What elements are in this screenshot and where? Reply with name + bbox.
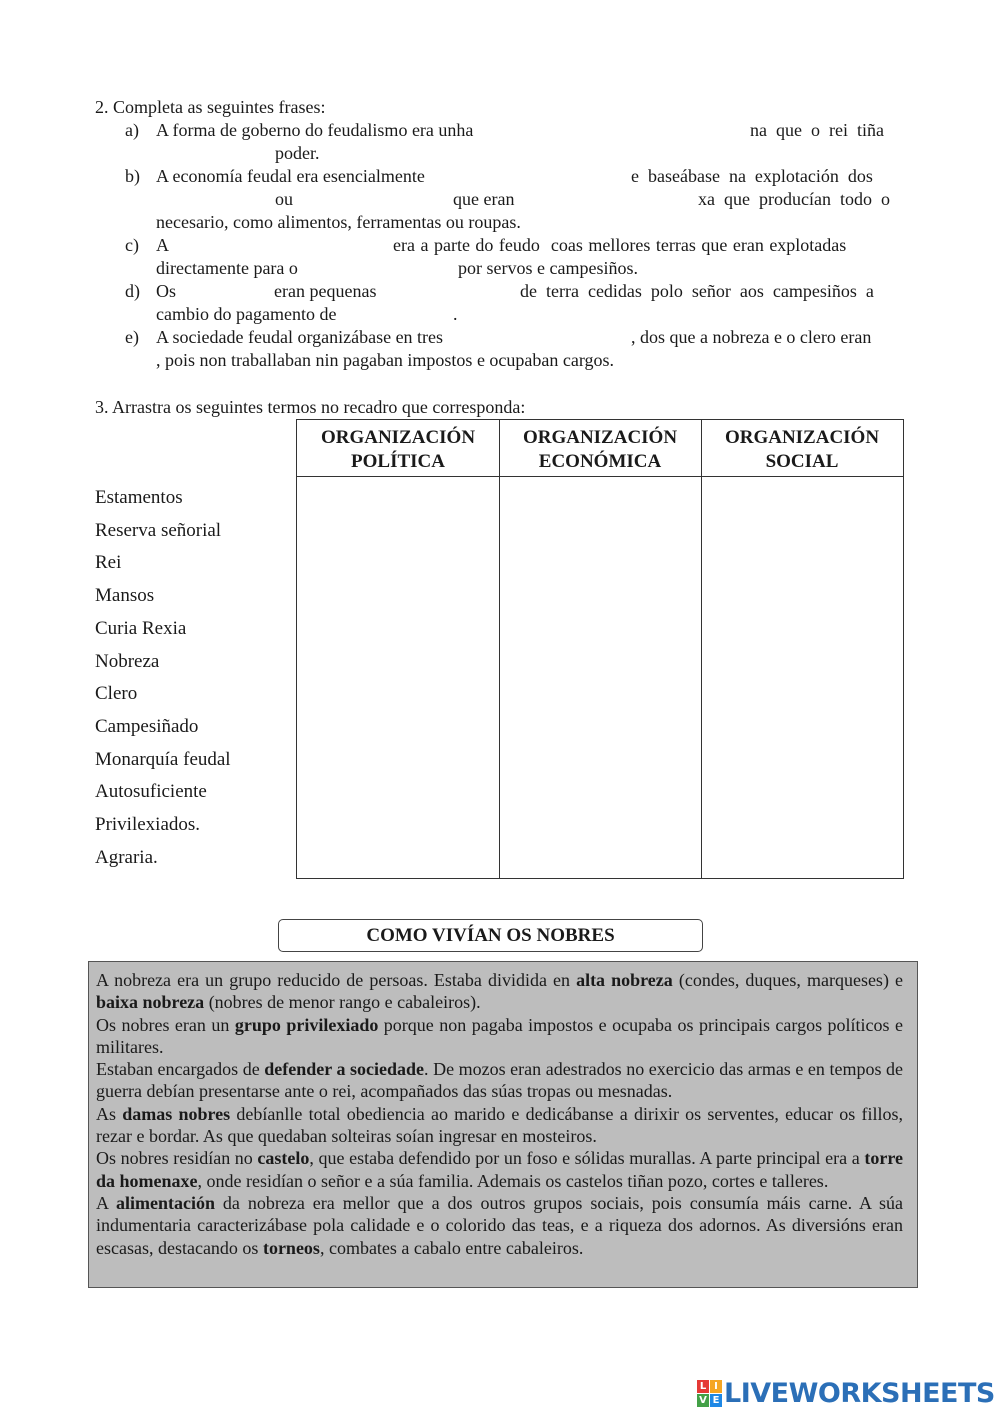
column-header-line: ORGANIZACIÓN <box>320 427 476 448</box>
liveworksheets-logo[interactable] <box>697 1375 995 1411</box>
blank-b-1[interactable] <box>466 165 626 188</box>
item-d-marker: d) <box>125 281 140 301</box>
item-d-text-1: Os <box>156 281 177 301</box>
item-e-text-2: , dos que a nobreza e o clero eran <box>631 327 872 347</box>
item-b-text-3: ou <box>275 189 293 209</box>
text: , onde residían o señor e a súa familia. Ademais os castelos tiñan pozo, cortes e talleres. <box>197 1170 829 1191</box>
blank-d-1[interactable] <box>182 280 270 303</box>
blank-b-4[interactable] <box>528 188 693 211</box>
text: (nobres de menor rango e cabaleiros). <box>204 992 481 1013</box>
blank-e-1[interactable] <box>482 326 627 349</box>
text: (condes, duques, marqueses) e <box>672 970 903 990</box>
item-c-text-4: por servos e campesiños. <box>458 258 638 278</box>
text: da nobreza era mellor que a dos outros grupos sociais, pois consumía máis carne. A súa indumentaria caracterizábase pola calidade e o colorido das teas, e a riqueza dos adornos. As diversións eran escasas, destacando os <box>96 1192 903 1258</box>
item-b-text-1: A economía feudal era esencialmente <box>156 166 425 186</box>
blank-c-2[interactable] <box>320 257 453 280</box>
logo-mark-icon <box>697 1380 721 1406</box>
item-a-text-1: A forma de goberno do feudalismo era unha <box>156 120 474 140</box>
column-header-line: SOCIAL <box>765 451 839 472</box>
item-a-text-2: na que o rei tiña <box>750 120 884 140</box>
text: As <box>96 1103 123 1124</box>
text: debíanlle total obediencia ao marido e dedicábanse a dirixir os serventes, educar os fillos, rezar e bordar. As que quedaban solteiras soían ingresar en mosteiros. <box>96 1103 903 1147</box>
reading-paragraph <box>96 969 903 1014</box>
drag-term[interactable]: Estamentos <box>95 487 183 508</box>
item-c-text-3: directamente para o <box>156 258 298 278</box>
logo-mark-letter: L <box>697 1380 709 1393</box>
item-b-marker: b) <box>125 166 140 186</box>
text: Estaban encargados de <box>96 1059 265 1080</box>
column-header-line: ORGANIZACIÓN <box>522 427 678 448</box>
blank-d-3[interactable] <box>362 303 450 326</box>
text: porque non pagaba impostos e ocupaba os principais cargos políticos e militares. <box>96 1014 904 1057</box>
logo-mark-letter: V <box>697 1394 709 1407</box>
bold-term: grupo privilexiado <box>234 1014 379 1035</box>
drag-term[interactable]: Mansos <box>95 585 155 606</box>
logo-text: LIVEWORKSHEETS <box>724 1377 995 1409</box>
text: , que estaba defendido por un foso e sólidas murallas. A parte principal era a <box>309 1148 865 1169</box>
reading-paragraph <box>96 1014 903 1059</box>
drag-term[interactable]: Monarquía feudal <box>95 749 231 770</box>
item-a-marker: a) <box>125 120 139 140</box>
bold-term: torneos <box>262 1237 320 1258</box>
column-header-line: ECONÓMICA <box>538 451 662 472</box>
item-a-text-3: poder. <box>275 143 320 163</box>
blank-d-2[interactable] <box>393 280 515 303</box>
exercise-2-heading: 2. Completa as seguintes frases: <box>95 97 326 117</box>
item-e-text-1: A sociedade feudal organizábase en tres <box>156 327 444 347</box>
item-c-marker: c) <box>125 235 139 255</box>
item-e-text-3: , pois non traballaban nin pagaban impostos e ocupaban cargos. <box>156 350 615 370</box>
drop-zone-politica[interactable] <box>297 477 499 878</box>
classification-table <box>296 419 904 879</box>
text: Os nobres residían no <box>96 1148 258 1169</box>
item-c-text-2: era a parte do feudo coas mellores terras que eran explotadas <box>393 235 847 255</box>
blank-a-2[interactable] <box>156 142 271 165</box>
item-b-text-4: que eran <box>453 189 515 209</box>
text: A <box>96 1192 116 1213</box>
column-header-politica <box>297 420 499 477</box>
bold-term: alta nobreza <box>576 970 673 990</box>
column-header-line: ORGANIZACIÓN <box>724 427 880 448</box>
bold-term: defender a sociedade <box>264 1059 425 1080</box>
item-b-text-2: e baseábase na explotación dos <box>631 166 873 186</box>
drag-term[interactable]: Privilexiados. <box>95 814 201 835</box>
item-d-text-4: cambio do pagamento de <box>156 304 337 324</box>
item-d-text-2: eran pequenas <box>274 281 377 301</box>
drag-term[interactable]: Clero <box>95 683 138 704</box>
bold-term: castelo <box>257 1148 310 1169</box>
reading-paragraph <box>96 1147 903 1192</box>
drag-term[interactable]: Autosuficiente <box>95 781 207 802</box>
column-header-economica <box>499 420 701 477</box>
blank-a-1[interactable] <box>515 119 745 142</box>
text: Os nobres eran un <box>96 1014 235 1035</box>
item-d-text-3: de terra cedidas polo señor aos campesiños a <box>520 281 874 301</box>
blank-b-2[interactable] <box>156 188 271 211</box>
bold-term: baixa nobreza <box>96 992 205 1013</box>
logo-mark-letter: I <box>710 1380 722 1393</box>
logo-mark-letter: E <box>710 1394 722 1407</box>
blank-c-1[interactable] <box>175 234 388 257</box>
drop-zone-economica[interactable] <box>500 477 701 878</box>
reading-paragraph <box>96 1058 903 1103</box>
reading-paragraph <box>96 1103 903 1148</box>
item-c-text-1: A <box>156 235 169 255</box>
item-d-text-5: . <box>453 304 458 324</box>
reading-paragraph <box>96 1192 903 1259</box>
drag-term[interactable]: Reserva señorial <box>95 520 222 541</box>
bold-term: torre da homenaxe <box>96 1148 903 1191</box>
item-b-text-5: xa que producían todo o <box>698 189 890 209</box>
item-b-text-6: necesario, como alimentos, ferramentas ou roupas. <box>156 212 521 232</box>
drop-zone-social[interactable] <box>702 477 903 878</box>
blank-b-3[interactable] <box>300 188 448 211</box>
item-e-marker: e) <box>125 327 139 347</box>
drag-term[interactable]: Agraria. <box>95 847 158 868</box>
drag-term[interactable]: Rei <box>95 552 122 573</box>
reading-text-box <box>88 961 918 1288</box>
column-header-social <box>701 420 903 477</box>
exercise-3-heading: 3. Arrastra os seguintes termos no recadro que corresponda: <box>95 397 526 417</box>
column-header-line: POLÍTICA <box>351 451 445 472</box>
bold-term: alimentación <box>115 1192 215 1213</box>
bold-term: damas nobres <box>122 1103 231 1124</box>
text: . De mozos eran adestrados no exercicio das armas e en tempos de guerra debían presentarse ante o rei, acompañados das súas tropas ou mesnadas. <box>96 1059 903 1102</box>
drag-term[interactable]: Nobreza <box>95 651 160 672</box>
drag-term[interactable]: Curia Rexia <box>95 618 187 639</box>
text: , combates a cabalo entre cabaleiros. <box>319 1237 584 1258</box>
reading-title: COMO VIVÍAN OS NOBRES <box>278 919 703 952</box>
drag-term[interactable]: Campesiñado <box>95 716 199 737</box>
text: A nobreza era un grupo reducido de persoas. Estaba dividida en <box>96 970 577 990</box>
